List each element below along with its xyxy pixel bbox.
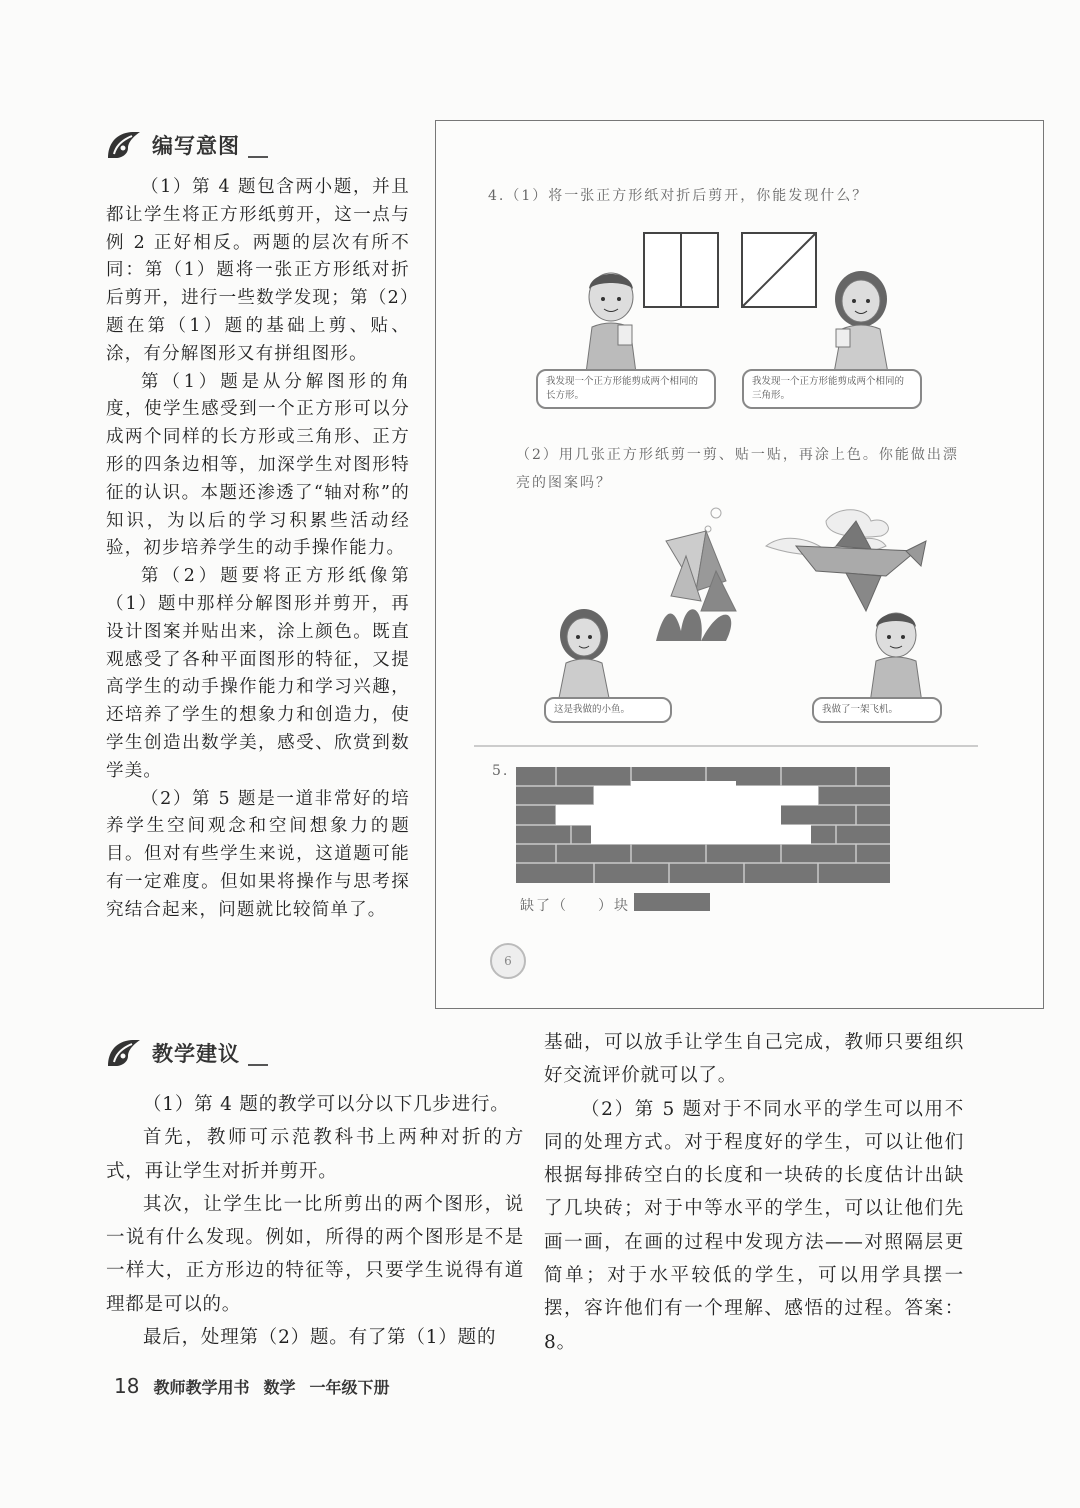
paragraph: 基础，可以放手让学生自己完成，教师只要组织好交流评价就可以了。: [544, 1032, 964, 1087]
paragraph: 首先，教师可示范教科书上两种对折的方式，再让学生对折并剪开。: [106, 1127, 524, 1182]
page-number: 18: [114, 1374, 140, 1398]
pen-nib-icon: [104, 128, 146, 162]
boy-illustration: [566, 263, 656, 373]
page-footer: [114, 1374, 390, 1398]
title-rule: [248, 1064, 268, 1066]
section-header-teaching: [104, 1036, 268, 1070]
section-title: 编写意图: [152, 134, 240, 158]
title-rule: [248, 156, 268, 158]
speech-bubble: 我发现一个正方形能剪成两个相同的三角形。: [742, 369, 922, 409]
paragraph: （2）第 5 题对于不同水平的学生可以用不同的处理方式。对于程度好的学生，可以让他们根据每排砖空白的长度和一块砖的长度估计出缺了几块砖；对于中等水平的学生，可以让他们先画一画，在画的过程中发现方法——对照隔层更简单；对于水平较低的学生，可以用学具摆一摆，容许他们有一个理解、感悟的过程。答案：8。: [544, 1098, 964, 1353]
folded-squares-illustration: [642, 231, 822, 311]
textbook-page-panel: [435, 120, 1044, 1009]
suggestions-right-column: [544, 1026, 964, 1359]
grade: 一年级下册: [309, 1378, 390, 1397]
paragraph: 第（2）题要将正方形纸像第（1）题中那样分解图形并剪开，再设计图案并贴出来，涂上颜色。既直观感受了各种平面图形的特征，又提高学生的动手操作能力和学习兴趣，还培养了学生的想象力和创造力，使学生创造出数学美，感受、欣赏到数学美。: [106, 566, 410, 781]
book-title: 教师教学用书: [153, 1378, 250, 1397]
section-title: 教学建议: [152, 1042, 240, 1066]
speech-bubble: 我发现一个正方形能剪成两个相同的长方形。: [536, 369, 716, 409]
speech-bubble: 这是我做的小鱼。: [544, 697, 672, 723]
paragraph: （1）第 4 题的教学可以分以下几步进行。: [143, 1094, 510, 1115]
missing-bricks-text: 缺了（ ）块: [520, 898, 630, 914]
intent-text: [106, 174, 410, 925]
paragraph: 其次，让学生比一比所剪出的两个图形，说一说有什么发现。例如，所得的两个图形是不是一样大，正方形边的特征等，只要学生说得有道理都是可以的。: [106, 1193, 524, 1315]
question-5-number: 5.: [492, 763, 510, 779]
boy-illustration: [856, 603, 936, 703]
subject: 数学: [263, 1378, 296, 1397]
pen-nib-icon: [104, 1036, 146, 1070]
brick-swatch: [634, 893, 710, 911]
divider: [474, 745, 978, 747]
paragraph: 最后，处理第（2）题。有了第（1）题的: [143, 1327, 497, 1349]
section-header-intent: [104, 128, 268, 162]
girl-illustration: [544, 603, 624, 703]
paragraph: 第（1）题是从分解图形的角度，使学生感受到一个正方形可以分成两个同样的长方形或三角形、正方形的四条边相等，加深学生对图形特征的认识。本题还渗透了“轴对称”的知识，为以后的学习积累些活动经验，初步培养学生的动手操作能力。: [106, 371, 410, 559]
speech-bubble: 我做了一架飞机。: [812, 697, 942, 723]
paragraph: （1）第 4 题包含两小题，并且都让学生将正方形纸剪开，这一点与例 2 正好相反。两题的层次有所不同：第（1）题将一张正方形纸对折后剪开，进行一些数学发现；第（2）题在第（1）题的基础上剪、贴、涂，有分解图形又有拼组图形。: [106, 177, 410, 364]
girl-illustration: [816, 263, 906, 373]
question-4-1: 4.（1）将一张正方形纸对折后剪开，你能发现什么？: [488, 188, 869, 204]
suggestions-left-column: [106, 1088, 524, 1354]
textbook-page-number: 6: [490, 943, 526, 979]
paragraph: （2）第 5 题是一道非常好的培养学生空间观念和空间想象力的题目。但对有些学生来说，这道题可能有一定难度。但如果将操作与思考探究结合起来，问题就比较简单了。: [106, 788, 410, 920]
brick-wall-figure: [516, 767, 890, 883]
question-4-2: （2）用几张正方形纸剪一剪、贴一贴，再涂上色。你能做出漂亮的图案吗？: [516, 447, 959, 491]
